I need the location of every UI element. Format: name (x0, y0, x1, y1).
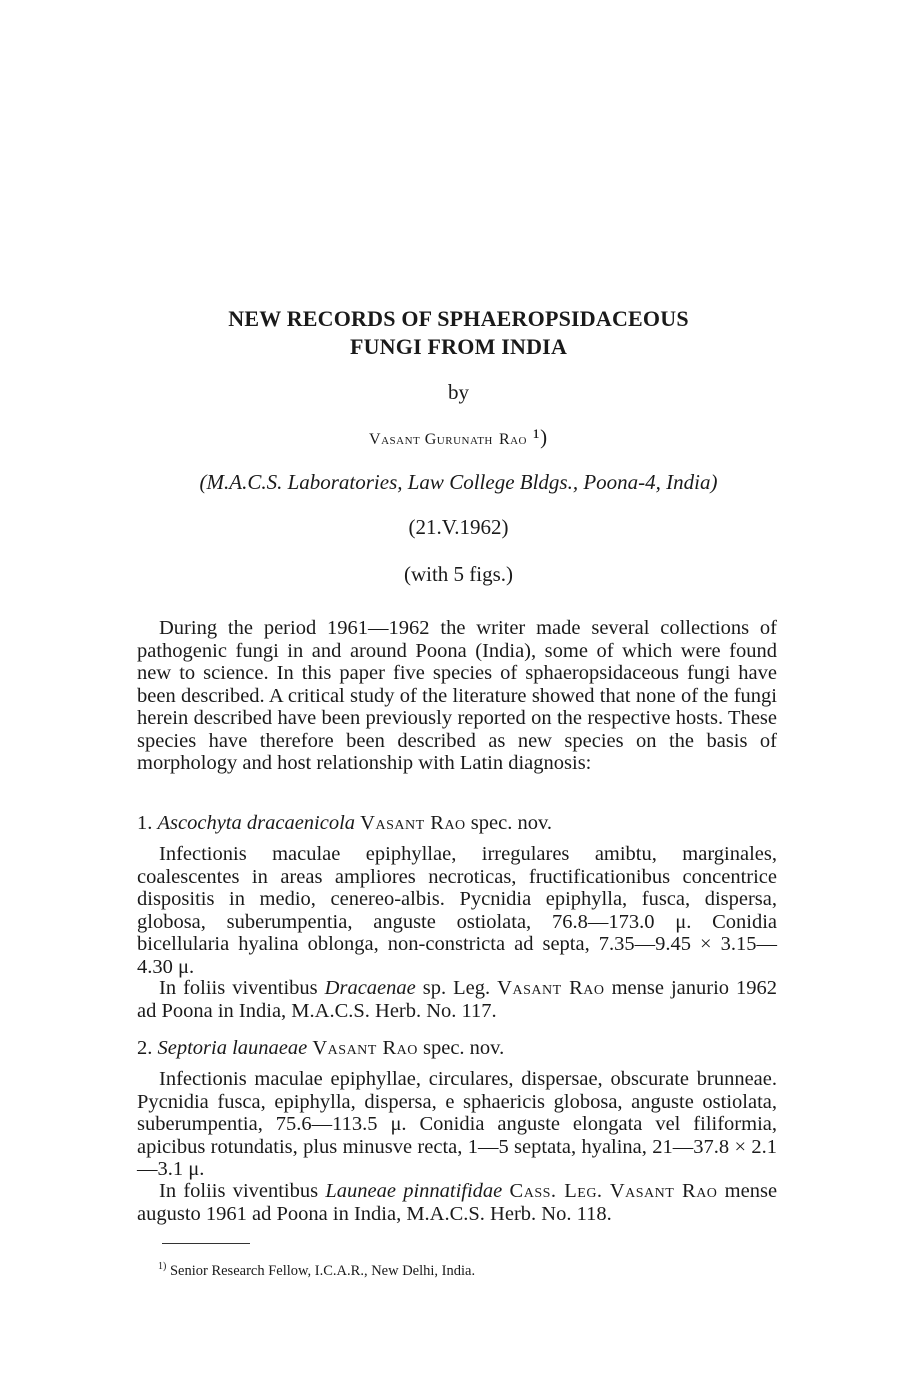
title-line-1: NEW RECORDS OF SPHAEROPSIDACEOUS (228, 306, 689, 331)
species-heading-1 (137, 811, 552, 835)
species-host-2 (137, 1180, 777, 1225)
author-surname: Rao (498, 431, 527, 448)
host-name: Launeae pinnatifidae (325, 1180, 503, 1202)
species-name: Ascochyta dracaenicola (157, 812, 356, 834)
paper-title (0, 305, 917, 361)
footnote-mark: 1) (158, 1261, 167, 1272)
footnote-text: Senior Research Fellow, I.C.A.R., New Delhi, India. (169, 1262, 476, 1279)
species-host-1 (137, 977, 777, 1022)
collector-name: Vasant Rao (609, 1180, 718, 1202)
species-description-2: Infectionis maculae epiphyllae, circulares, dispersae, obscurate brunneae. Pycnidia fusca, epiphylla, dispersa, e sphaericis globosa, anguste ostiolata, suberumpentia, 75.6—113.5 μ. Conidia anguste elongata vel filiformia, apicibus rotundatis, plus minusve recta, 1—5 septata, hyalina, 21—37.8 × 2.1—3.1 μ. (137, 1068, 777, 1180)
author-first-names: Vasant Gurunath (369, 431, 493, 448)
species-author: Vasant Rao (360, 812, 466, 834)
byline: by (448, 380, 469, 404)
host-text: Cass. Leg. (509, 1180, 603, 1202)
host-text: mense janurio 1962 ad Poona in India, M.A.C.S. Herb. No. 117. (137, 977, 778, 1022)
footnote-divider (162, 1243, 250, 1244)
species-author: Vasant Rao (312, 1037, 418, 1059)
species-name: Septoria launaeae (157, 1037, 308, 1059)
collector-name: Vasant Rao (497, 977, 605, 999)
species-status: spec. nov. (470, 812, 553, 834)
footnote (158, 1258, 475, 1280)
host-text: In foliis viventibus (159, 977, 318, 999)
intro-paragraph: During the period 1961—1962 the writer made several collections of pathogenic fungi in and around Poona (India), some of which were found new to science. In this paper five species of sphaeropsidaceous fungi have been described. A critical study of the literature showed that none of the fungi herein described have been previously reported on the respective hosts. These species have therefore been described as new species on the basis of morphology and host relationship with Latin diagnosis: (137, 617, 777, 774)
species-heading-2 (137, 1036, 504, 1060)
host-text: In foliis viventibus (159, 1180, 319, 1202)
author-name (0, 425, 917, 450)
host-text: mense augusto 1961 ad Poona in India, M.A.C.S. Herb. No. 118. (137, 1180, 778, 1225)
host-text: sp. Leg. (422, 977, 491, 999)
figure-count: (with 5 figs.) (403, 562, 514, 586)
species-status: spec. nov. (423, 1037, 505, 1059)
author-footnote-mark: ¹) (533, 425, 548, 449)
affiliation: (M.A.C.S. Laboratories, Law College Bldgs., Poona-4, India) (199, 470, 718, 494)
host-name: Dracaenae (324, 977, 416, 999)
species-number: 2. (137, 1037, 153, 1059)
species-number: 1. (137, 812, 153, 834)
title-line-2: FUNGI FROM INDIA (349, 334, 568, 359)
received-date: (21.V.1962) (408, 515, 509, 539)
species-description-1: Infectionis maculae epiphyllae, irregulares amibtu, marginales, coalescentes in areas ampliores necroticas, fructificationibus concentrice dispositis in medio, cenereo-albis. Pycnidia epiphylla, fusca, dispersa, globosa, suberumpentia, anguste ostiolata, 76.8—173.0 μ. Conidia bicellularia hyalina oblonga, non-constricta ad septa, 7.35—9.45 × 3.15—4.30 μ. (137, 843, 777, 978)
